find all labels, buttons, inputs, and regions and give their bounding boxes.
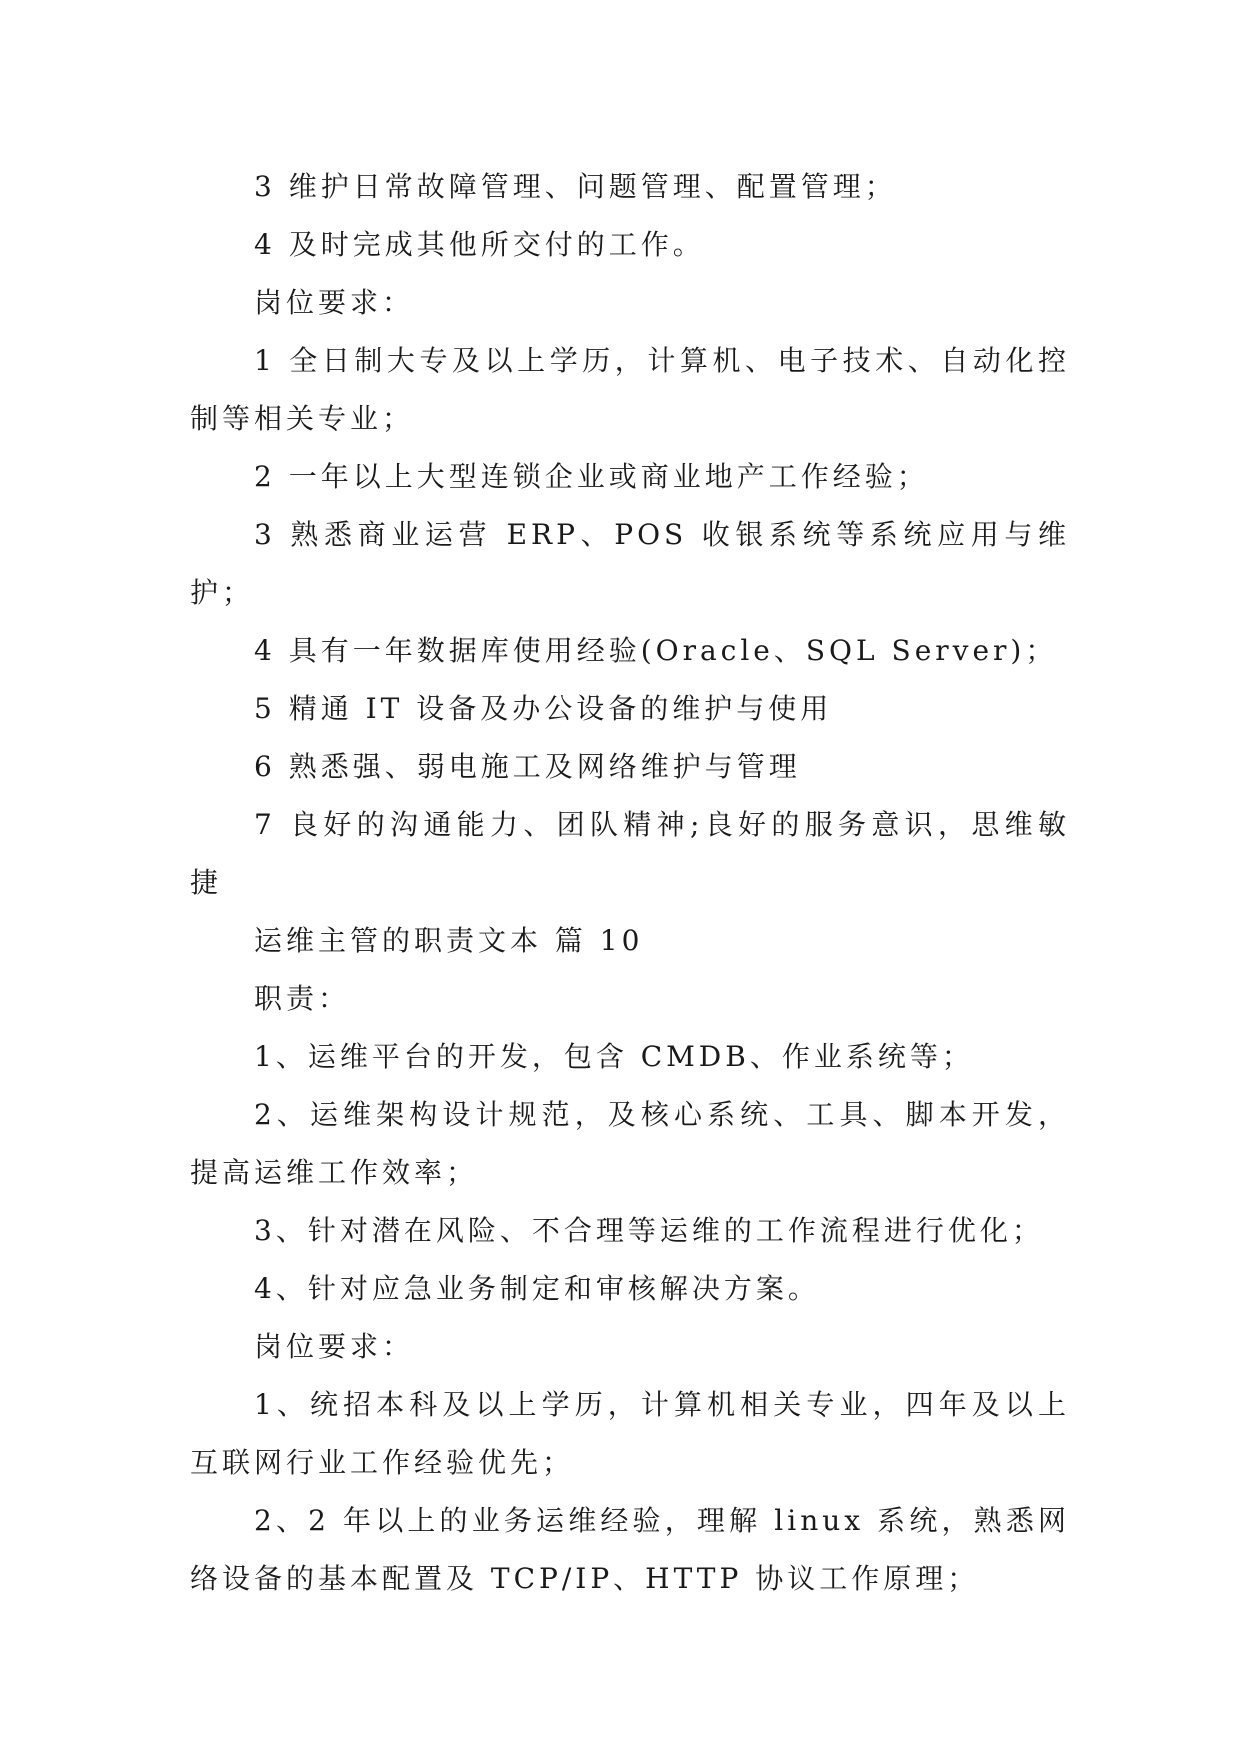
section-heading-duties: 职责： — [254, 982, 351, 1015]
document-body — [190, 158, 1070, 1608]
paragraph-duty-10-4: 4、针对应急业务制定和审核解决方案。 — [254, 1272, 820, 1305]
paragraph-duty-10-2: 2、运维架构设计规范，及核心系统、工具、脚本开发，提高运维工作效率； — [190, 1098, 1070, 1189]
paragraph-req-10-2: 2、2 年以上的业务运维经验，理解 linux 系统，熟悉网络设备的基本配置及 TCP/IP、HTTP 协议工作原理； — [190, 1504, 1070, 1595]
paragraph-duty-10-1: 1、运维平台的开发，包含 CMDB、作业系统等； — [254, 1040, 974, 1073]
paragraph-req-6: 6 熟悉强、弱电施工及网络维护与管理 — [254, 750, 801, 783]
paragraph-req-10-1: 1、统招本科及以上学历，计算机相关专业，四年及以上互联网行业工作经验优先； — [190, 1388, 1070, 1479]
section-title-part-10: 运维主管的职责文本 篇 10 — [254, 924, 644, 957]
paragraph-req-1: 1 全日制大专及以上学历，计算机、电子技术、自动化控制等相关专业； — [190, 344, 1070, 435]
paragraph-req-4: 4 具有一年数据库使用经验(Oracle、SQL Server)； — [254, 634, 1058, 667]
paragraph-req-7: 7 良好的沟通能力、团队精神;良好的服务意识，思维敏捷 — [190, 808, 1070, 899]
paragraph-duty-4: 4 及时完成其他所交付的工作。 — [254, 228, 705, 261]
paragraph-req-2: 2 一年以上大型连锁企业或商业地产工作经验； — [254, 460, 929, 493]
paragraph-duty-3: 3 维护日常故障管理、问题管理、配置管理； — [254, 170, 897, 203]
paragraph-req-5: 5 精通 IT 设备及办公设备的维护与使用 — [254, 692, 833, 725]
section-heading-requirements: 岗位要求： — [254, 286, 415, 319]
section-heading-requirements-10: 岗位要求： — [254, 1330, 415, 1363]
paragraph-req-3: 3 熟悉商业运营 ERP、POS 收银系统等系统应用与维护； — [190, 518, 1070, 609]
paragraph-duty-10-3: 3、针对潜在风险、不合理等运维的工作流程进行优化； — [254, 1214, 1044, 1247]
